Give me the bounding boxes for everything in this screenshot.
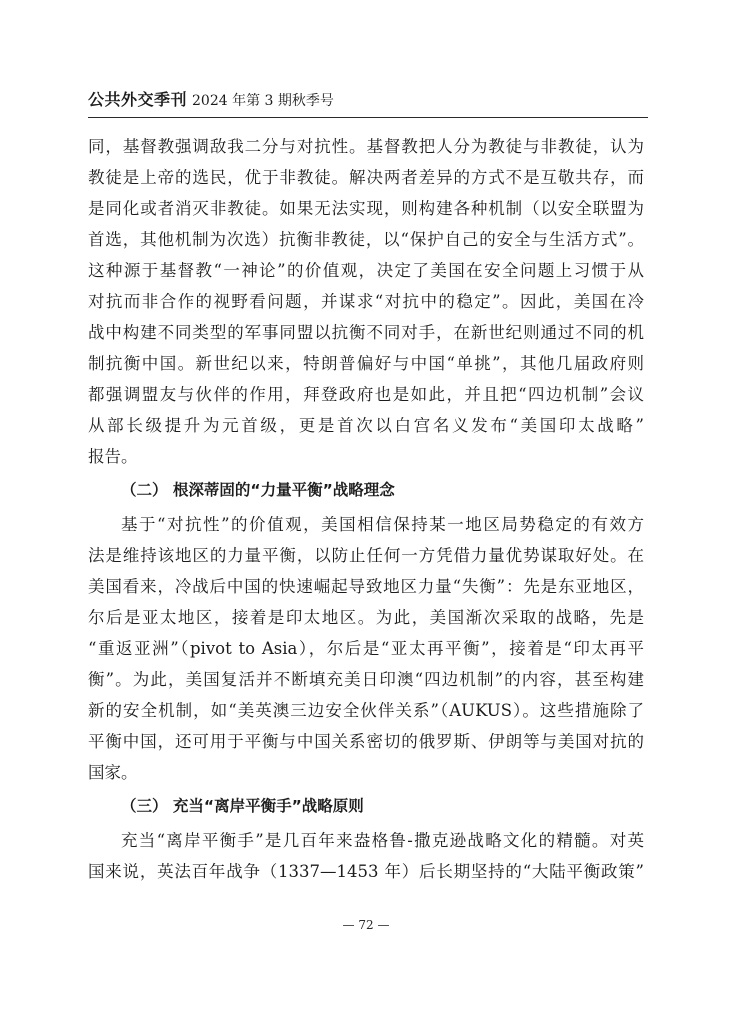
article-body — [88, 131, 644, 887]
body-text-line: 对抗而非合作的视野看问题，并谋求“对抗中的稳定”。因此，美国在冷 — [88, 292, 644, 311]
running-header — [88, 89, 334, 111]
body-text-line: 战中构建不同类型的军事同盟以抗衡不同对手，在新世纪则通过不同的机 — [88, 323, 644, 342]
body-text-line: 平衡中国，还可用于平衡与中国关系密切的俄罗斯、伊朗等与美国对抗的 — [88, 732, 644, 751]
paragraph — [88, 509, 644, 788]
body-text-line: 国家。 — [88, 763, 138, 782]
body-text-line: 教徒是上帝的选民，优于非教徒。解决两者差异的方式不是互敬共存，而 — [88, 168, 644, 187]
journal-title: 公共外交季刊 — [88, 90, 188, 109]
paragraph — [88, 825, 644, 887]
body-text-line: 都强调盟友与伙伴的作用，拜登政府也是如此，并且把“四边机制”会议 — [88, 385, 644, 404]
body-text-line: 衡”。为此，美国复活并不断填充美日印澳“四边机制”的内容，甚至构建 — [88, 670, 644, 689]
body-text-line: 是同化或者消灭非教徒。如果无法实现，则构建各种机制（以安全联盟为 — [88, 199, 644, 218]
body-text-line: 国来说，英法百年战争（1337—1453 年）后长期坚持的“大陆平衡政策” — [88, 862, 644, 881]
body-text-line: 这种源于基督教“一神论”的价值观，决定了美国在安全问题上习惯于从 — [88, 261, 644, 280]
body-text-line: 新的安全机制，如“美英澳三边安全伙伴关系”（AUKUS）。这些措施除了 — [88, 701, 644, 720]
section-heading: （二） 根深蒂固的“力量平衡”战略理念 — [121, 481, 395, 499]
body-text-line: 制抗衡中国。新世纪以来，特朗普偏好与中国“单挑”，其他几届政府则 — [88, 354, 644, 373]
paragraph — [88, 131, 644, 472]
body-text-line: 尔后是亚太地区，接着是印太地区。为此，美国渐次采取的战略，先是 — [88, 608, 644, 627]
header-rule — [88, 117, 648, 118]
issue-label: 2024 年第 3 期秋季号 — [192, 93, 334, 109]
body-text-line: 同，基督教强调敌我二分与对抗性。基督教把人分为教徒与非教徒，认为 — [88, 137, 644, 156]
body-text-line: 充当“离岸平衡手”是几百年来盎格鲁-撒克逊战略文化的精髓。对英 — [121, 831, 644, 850]
body-text-line: 报告。 — [88, 447, 138, 466]
body-text-line: 法是维持该地区的力量平衡，以防止任何一方凭借力量优势谋取好处。在 — [88, 546, 644, 565]
body-text-line: 从部长级提升为元首级，更是首次以白宫名义发布“美国印太战略” — [88, 416, 644, 435]
body-text-line: “重返亚洲”（pivot to Asia），尔后是“亚太再平衡”，接着是“印太再平 — [88, 639, 644, 658]
body-text-line: 美国看来，冷战后中国的快速崛起导致地区力量“失衡”：先是东亚地区， — [88, 577, 644, 596]
body-text-line: 首选，其他机制为次选）抗衡非教徒，以“保护自己的安全与生活方式”。 — [88, 230, 644, 249]
body-text-line: 基于“对抗性”的价值观，美国相信保持某一地区局势稳定的有效方 — [121, 515, 644, 534]
section-heading: （三） 充当“离岸平衡手”战略原则 — [121, 797, 364, 815]
page-number: — 72 — — [342, 918, 390, 932]
